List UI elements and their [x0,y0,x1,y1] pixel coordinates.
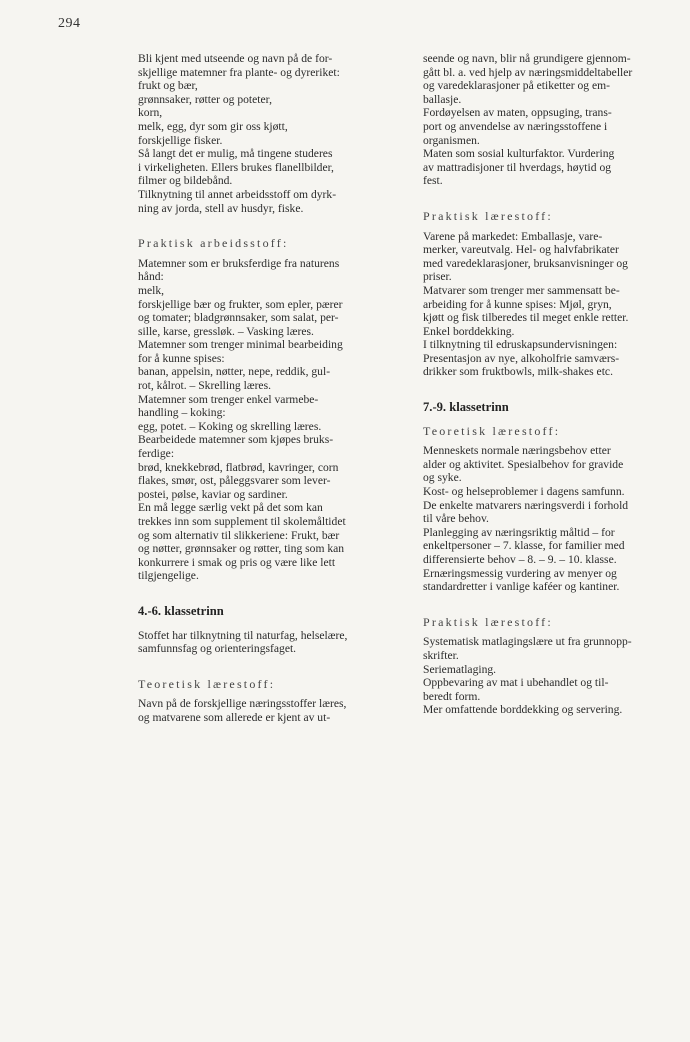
text-line: og syke. [423,471,462,485]
grade-4-6-heading: 4.-6. klassetrinn [138,603,224,618]
text-line: Presentasjon av nye, alkoholfrie samværs- [423,351,620,365]
text-line: En må legge særlig vekt på det som kan [138,501,323,515]
text-line: Seriematlaging. [423,662,497,676]
text-line: flakes, smør, ost, påleggsvarer som lever- [138,474,331,488]
text-line: Fordøyelsen av maten, oppsuging, trans- [423,106,612,120]
text-line: rot, kålrot. – Skrelling læres. [138,379,271,393]
text-line: skjellige matemner fra plante- og dyreriket: [138,65,340,79]
text-line: Systematisk matlagingslære ut fra grunnopp- [423,635,632,649]
text-line: tilgjengelige. [138,569,199,583]
text-line: Bearbeidede matemner som kjøpes bruks- [138,433,334,447]
practical-label-7-9: Praktisk lærestoff: [423,614,553,629]
text-line: korn, [138,106,163,120]
text-line: ballasje. [423,92,462,106]
text-line: i virkeligheten. Ellers brukes flanellbilder, [138,160,334,174]
text-line: fest. [423,174,443,188]
intro-paragraph [138,52,394,215]
text-line: konkurrere i smak og pris og være like lett [138,555,336,569]
text-line: banan, appelsin, nøtter, nepe, reddik, gul- [138,365,331,379]
text-line: I tilknytning til edruskapsundervisningen: [423,338,618,352]
text-line: kjøtt og fisk tilberedes til meget enkle retter. [423,311,629,325]
text-line: forskjellige fisker. [138,133,223,147]
text-line: og som alternativ til slikkeriene: Frukt, bær [138,528,340,542]
text-line: samfunnsfag og orienteringsfaget. [138,642,297,656]
text-line: til våre behov. [423,512,489,526]
text-line: Kost- og helseproblemer i dagens samfunn. [423,485,625,499]
text-line: Så langt det er mulig, må tingene studeres [138,147,333,161]
text-line: Mer omfattende borddekking og servering. [423,703,623,717]
text-line: filmer og bildebånd. [138,174,233,188]
text-line: gått bl. a. ved hjelp av næringsmiddeltabeller [423,65,633,79]
text-line: merker, vareutvalg. Hel- og halvfabrikater [423,243,619,257]
text-line: drikker som fruktbowls, milk-shakes etc. [423,365,613,379]
text-line: Matemner som trenger minimal bearbeiding [138,338,343,352]
text-line: Ernæringsmessig vurdering av menyer og [423,566,617,580]
text-line: handling – koking: [138,406,226,420]
text-line: port og anvendelse av næringsstoffene i [423,119,608,133]
text-line: beredt form. [423,689,481,703]
text-line: med varedeklarasjoner, bruksanvisninger og [423,256,628,270]
text-line: Tilknytning til annet arbeidsstoff om dyrk- [138,187,337,201]
text-line: Matemner som er bruksferdige fra naturens [138,256,340,270]
text-line: De enkelte matvarers næringsverdi i forhold [423,498,629,512]
text-line: brød, knekkebrød, flatbrød, kavringer, corn [138,460,339,474]
left-column [138,52,394,725]
text-line: Bli kjent med utseende og navn på de for- [138,52,333,65]
text-line: og matvarene som allerede er kjent av ut- [138,710,331,724]
text-line: Menneskets normale næringsbehov etter [423,444,611,458]
text-line: alder og aktivitet. Spesialbehov for gravide [423,457,624,471]
page-number: 294 [58,16,81,31]
text-line: trekkes inn som supplement til skolemåltidet [138,515,346,528]
practical-work-label: Praktisk arbeidsstoff: [138,236,289,251]
text-line: frukt og bær, [138,79,198,93]
text-line: Oppbevaring av mat i ubehandlet og til- [423,676,609,690]
text-line: differensierte behov – 8. – 9. – 10. klasse. [423,553,617,566]
text-line: standardretter i vanlige kaféer og kantiner. [423,580,620,594]
practical-paragraph-4-6 [423,230,679,380]
text-line: arbeiding for å kunne spises: Mjøl, gryn, [423,297,612,311]
theory-continued-paragraph [423,52,679,188]
text-line: Varene på markedet: Emballasje, vare- [423,229,603,243]
text-line: Stoffet har tilknytning til naturfag, helselære, [138,628,348,642]
text-line: enkeltpersoner – 7. klasse, for familier med [423,539,625,553]
text-line: Navn på de forskjellige næringsstoffer læres, [138,697,347,711]
text-line: ning av jorda, stell av husdyr, fiske. [138,201,304,215]
text-line: grønnsaker, røtter og poteter, [138,92,272,106]
theory-label-7-9: Teoretisk lærestoff: [423,423,561,438]
text-line: melk, egg, dyr som gir oss kjøtt, [138,119,288,133]
text-line: for å kunne spises: [138,351,225,365]
text-line: melk, [138,283,165,297]
text-line: Matemner som trenger enkel varmebe- [138,392,319,406]
practical-label-4-6: Praktisk lærestoff: [423,208,553,223]
text-line: og varedeklarasjoner på etiketter og em- [423,79,611,93]
right-column [423,52,679,717]
text-line: Matvarer som trenger mer sammensatt be- [423,283,620,297]
text-line: Planlegging av næringsriktig måltid – for [423,525,615,539]
text-line: egg, potet. – Koking og skrelling læres. [138,419,322,433]
practical-work-paragraph [138,257,394,583]
text-line: priser. [423,270,452,284]
text-line: postei, pølse, kaviar og sardiner. [138,487,288,501]
grade-4-6-intro [138,629,394,656]
text-line: forskjellige bær og frukter, som epler, pærer [138,297,343,311]
text-line: og tomater; bladgrønnsaker, som salat, per- [138,311,339,325]
text-line: sille, karse, gressløk. – Vasking læres. [138,324,314,338]
theory-label-4-6: Teoretisk lærestoff: [138,676,276,691]
text-line: skrifter. [423,648,459,662]
grade-7-9-heading: 7.-9. klassetrinn [423,400,509,415]
theory-paragraph-4-6 [138,697,394,724]
text-line: av mattradisjoner til hverdags, høytid og [423,160,612,174]
text-line: organismen. [423,133,480,147]
text-line: Maten som sosial kulturfaktor. Vurdering [423,147,615,161]
text-line: og nøtter, grønnsaker og røtter, ting som kan [138,542,345,556]
text-line: ferdige: [138,447,175,461]
text-line: Enkel borddekking. [423,324,515,338]
theory-paragraph-7-9 [423,444,679,594]
text-line: seende og navn, blir nå grundigere gjennom- [423,52,631,65]
practical-paragraph-7-9 [423,635,679,717]
text-line: hånd: [138,270,164,284]
